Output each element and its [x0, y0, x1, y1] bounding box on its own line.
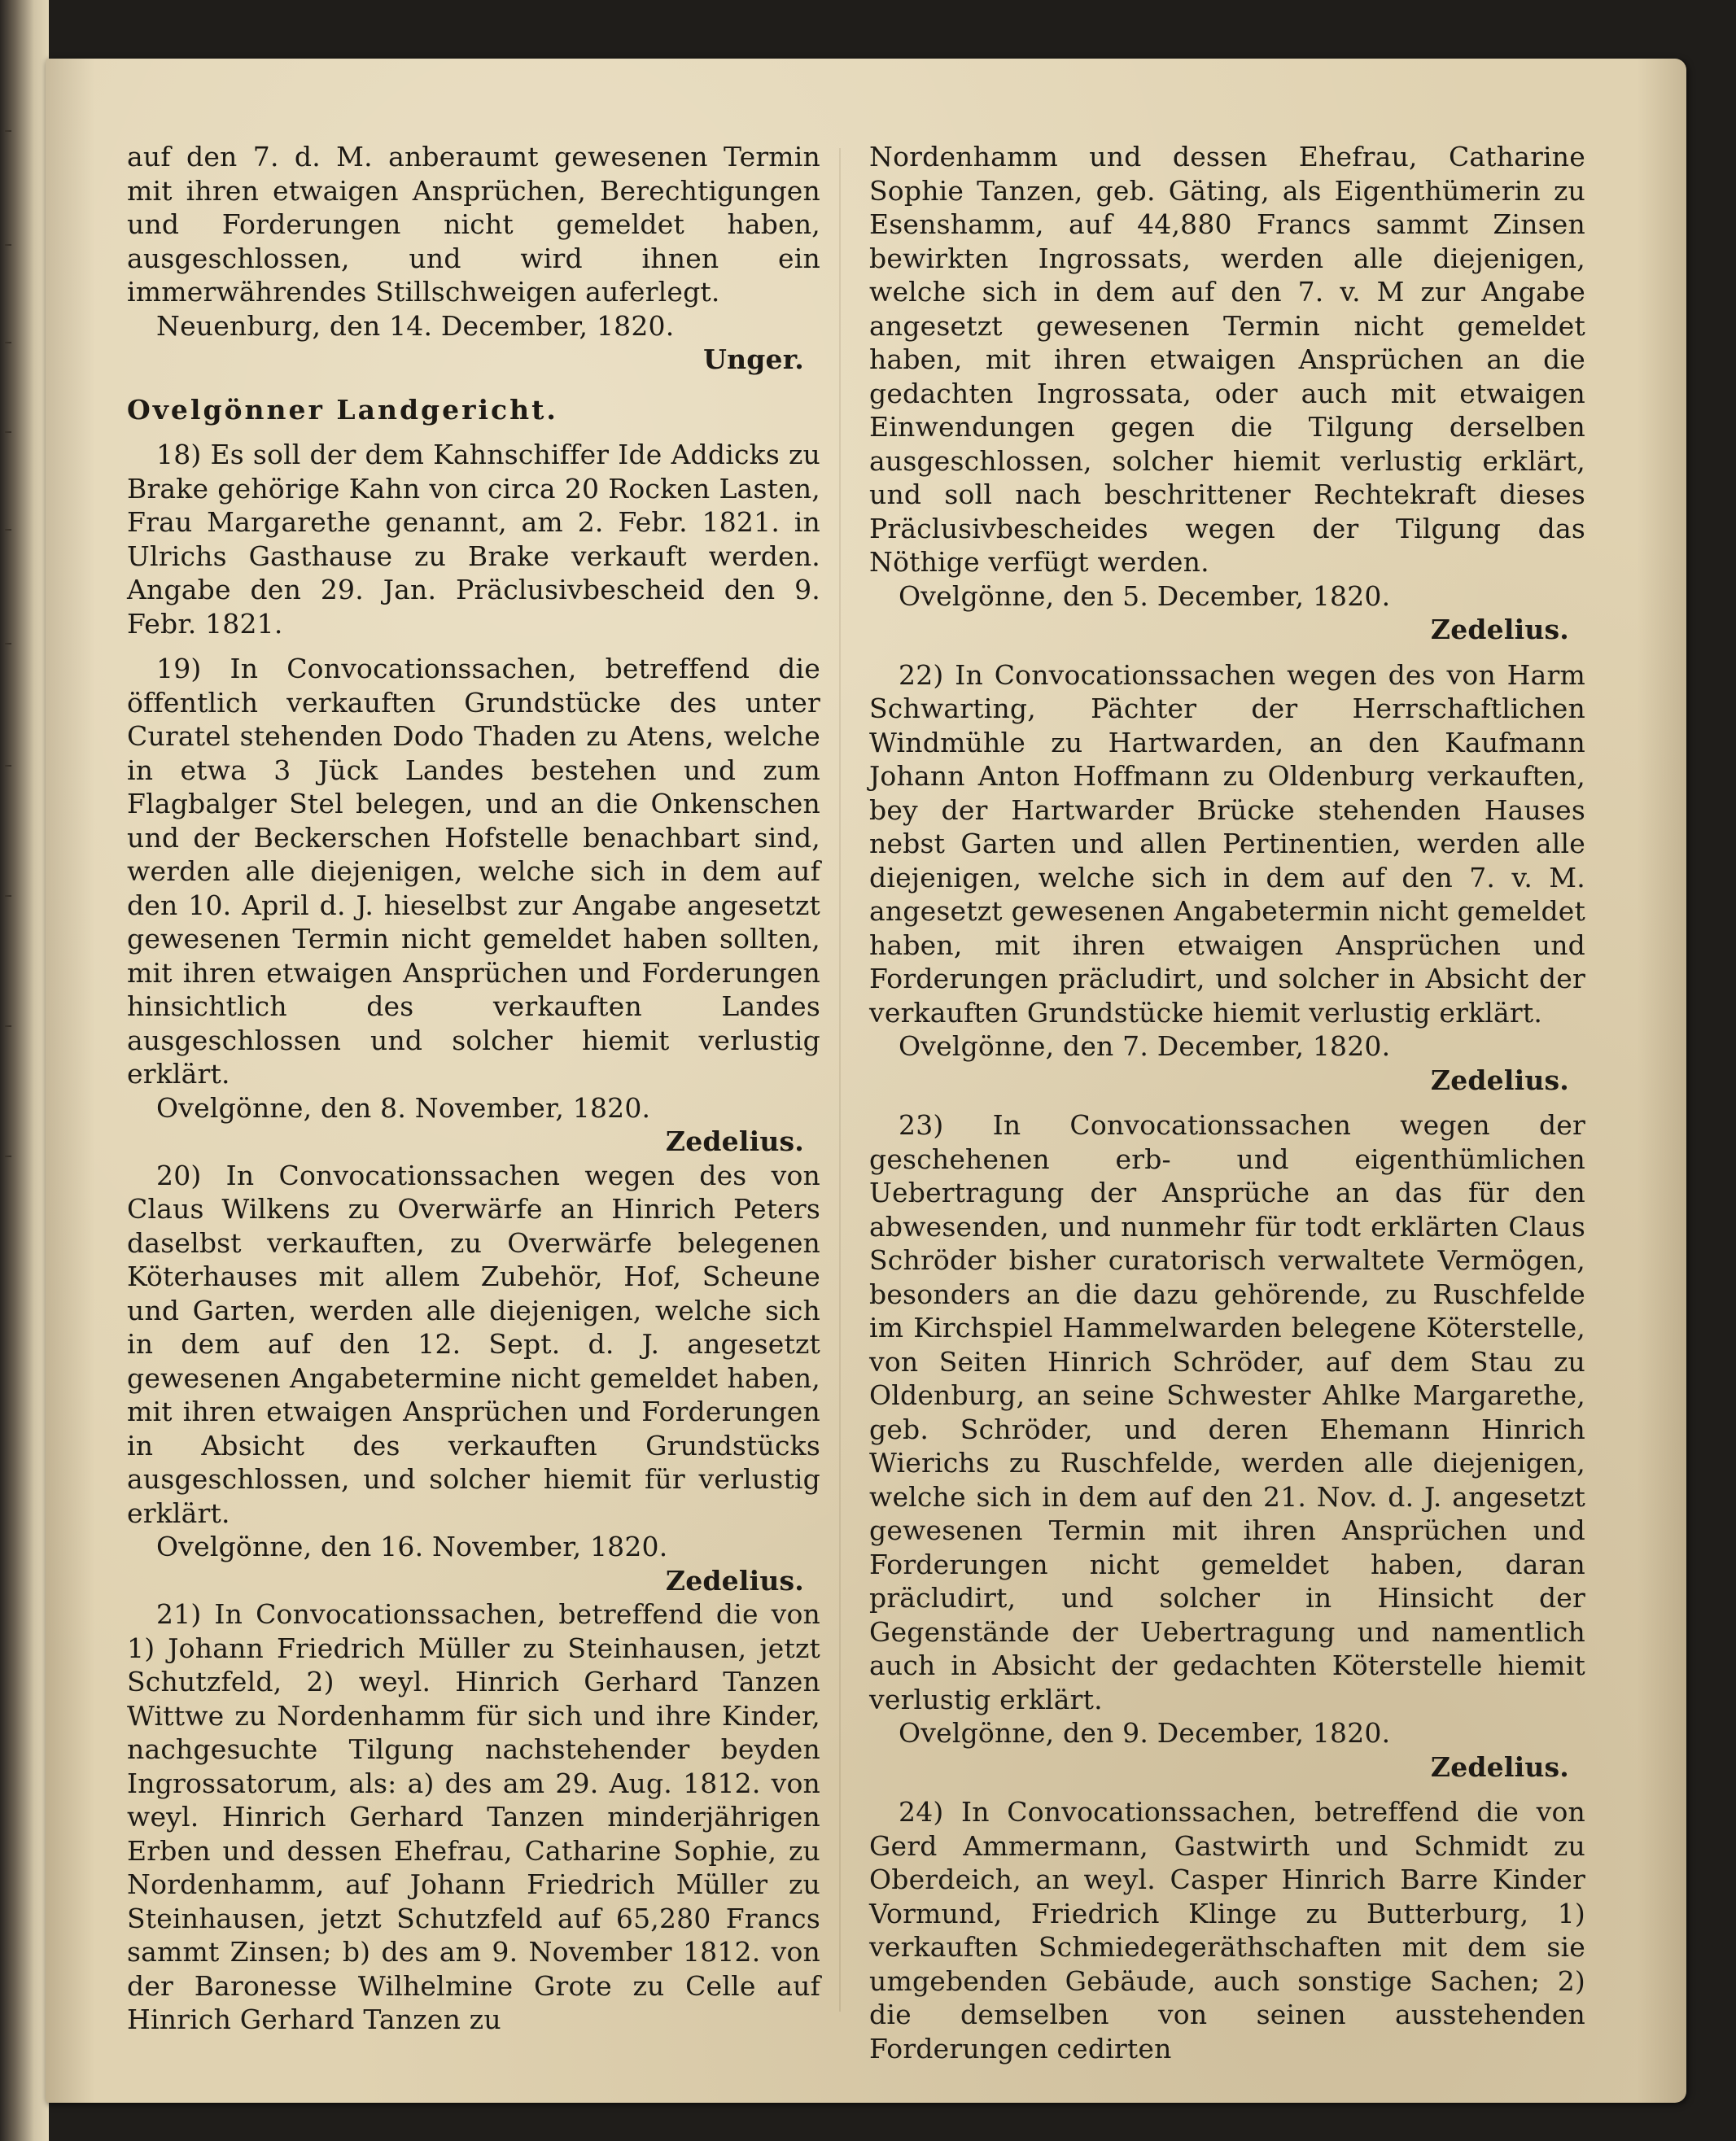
intro-signature: Unger.	[703, 343, 804, 375]
previous-page-edge	[0, 0, 49, 2141]
notice-18: 18) Es soll der dem Kahnschiffer Ide Addicks zu Brake gehörige Kahn von circa 20 Rocken Lasten, Frau Margarethe genannt, am 2. Febr. 1821. in Ulrichs Gasthause zu Brake verkauft werden. Angabe den 29. Jan. Präclusivbescheid den 9. Febr. 1821.	[127, 439, 820, 640]
notice-23-signature: Zedelius.	[1430, 1750, 1569, 1783]
section-heading: Ovelgönner Landgericht.	[127, 393, 558, 426]
notice-22-signature: Zedelius.	[1430, 1064, 1569, 1096]
book-page	[46, 59, 1686, 2103]
notice-21-continued: Nordenhamm und dessen Ehefrau, Catharine Sophie Tanzen, geb. Gäting, als Eigenthümerin zu Esenshamm, auf 44,880 Francs sammt Zinsen bewirkten Ingrossats, werden alle diejenigen, welche sich in dem auf den 7. v. M zur Angabe angesetzt gewesenen Termin nicht gemeldet haben, mit ihren etwaigen Ansprüchen an die gedachten Ingrossata, oder auch mit etwaigen Einwendungen gegen die Tilgung derselben ausgeschlossen, solcher hiemit verlustig erklärt, und soll nach beschrittener Rechtekraft dieses Präclusivbescheides wegen der Tilgung das Nöthige verfügt werden.	[869, 141, 1585, 578]
notice-22: 22) In Convocationssachen wegen des von Harm Schwarting, Pächter der Herrschaftlichen Windmühle zu Hartwarden, an den Kaufmann Johann Anton Hoffmann zu Oldenburg verkauften, bey der Hartwarder Brücke stehenden Hauses nebst Garten und allen Pertinentien, werden alle diejenigen, welche sich in dem auf den 7. v. M. angesetzt gewesenen Angabetermin nicht gemeldet haben, mit ihren etwaigen Ansprüchen und Forderungen präcludirt, und solcher in Absicht der verkauften Grundstücke hiemit verlustig erklärt.	[869, 658, 1585, 1029]
notice-20-signature: Zedelius.	[665, 1564, 804, 1597]
notice-19: 19) In Convocationssachen, betreffend die öffentlich verkauften Grundstücke des unter Curatel stehenden Dodo Thaden zu Atens, welche in etwa 3 Jück Landes bestehen und zum Flagbalger Stel belegen, und an die Onkenschen und der Beckerschen Hofstelle benachbart sind, werden alle diejenigen, welche sich in dem auf den 10. April d. J. hieselbst zur Angabe angesetzt gewesenen Termin nicht gemeldet haben sollten, mit ihren etwaigen Ansprüchen und Forderungen hinsichtlich des verkauften Landes ausgeschlossen und solcher hiemit verlustig erklärt.	[127, 653, 820, 1090]
notice-20-place-date: Ovelgönne, den 16. November, 1820.	[156, 1531, 668, 1562]
left-column	[127, 140, 820, 2037]
notice-24: 24) In Convocationssachen, betreffend die von Gerd Ammermann, Gastwirth und Schmidt zu Oberdeich, an weyl. Casper Hinrich Barre Kinder Vormund, Friedrich Klinge zu Butterburg, 1) verkauften Schmiedegeräthschaften mit dem sie umgebenden Gebäude, auch sonstige Sachen; 2) die demselben von seinen ausstehenden Forderungen cedirten	[869, 1796, 1585, 2065]
right-column	[869, 140, 1585, 2065]
notice-21-place-date: Ovelgönne, den 5. December, 1820.	[899, 579, 1391, 612]
notice-21: 21) In Convocationssachen, betreffend die von 1) Johann Friedrich Müller zu Steinhausen, jetzt Schutzfeld, 2) weyl. Hinrich Gerhard Tanzen Wittwe zu Nordenhamm für sich und ihre Kinder, nachgesuchte Tilgung nachstehender beyden Ingrossatorum, als: a) des am 29. Aug. 1812. von weyl. Hinrich Gerhard Tanzen minderjährigen Erben und dessen Ehefrau, Catharine Sophie, zu Nordenhamm, auf Johann Friedrich Müller zu Steinhausen, jetzt Schutzfeld auf 65,280 Francs sammt Zinsen; b) des am 9. November 1812. von der Baronesse Wilhelmine Grote zu Celle auf Hinrich Gerhard Tanzen zu	[127, 1598, 820, 2035]
notice-23: 23) In Convocationssachen wegen der geschehenen erb- und eigenthümlichen Uebertragung der Ansprüche an das für den abwesenden, und nunmehr für todt erklärten Claus Schröder bisher curatorisch verwaltete Vermögen, besonders an die dazu gehörende, zu Ruschfelde im Kirchspiel Hammelwarden belegene Köterstelle, von Seiten Hinrich Schröder, auf dem Stau zu Oldenburg, an seine Schwester Ahlke Margarethe, geb. Schröder, und deren Ehemann Hinrich Wierichs zu Ruschfelde, werden alle diejenigen, welche sich in dem auf den 21. Nov. d. J. angesetzt gewesenen Termin mit ihren Ansprüchen und Forderungen nicht gemeldet haben, daran präcludirt, und solcher in Hinsicht der Gegenstände der Uebertragung und namentlich auch in Absicht der gedachten Köterstelle hiemit verlustig erklärt.	[869, 1109, 1585, 1715]
notice-21-signature: Zedelius.	[1430, 614, 1569, 645]
notice-19-signature: Zedelius.	[665, 1125, 804, 1157]
column-divider	[839, 148, 841, 2012]
notice-23-place-date: Ovelgönne, den 9. December, 1820.	[899, 1717, 1391, 1749]
notice-20: 20) In Convocationssachen wegen des von Claus Wilkens zu Overwärfe an Hinrich Peters daselbst verkauften, zu Overwärfe belegenen Köterhauses mit allem Zubehör, Hof, Scheune und Garten, werden alle diejenigen, welche sich in dem auf den 12. Sept. d. J. angesetzt gewesenen Angabetermine nicht gemeldet haben, mit ihren etwaigen Ansprüchen und Forderungen in Absicht des verkauften Grundstücks ausgeschlossen, und solcher hiemit für verlustig erklärt.	[127, 1159, 820, 1529]
intro-place-date: Neuenburg, den 14. December, 1820.	[156, 309, 675, 342]
notice-22-place-date: Ovelgönne, den 7. December, 1820.	[899, 1030, 1391, 1062]
intro-paragraph: auf den 7. d. M. anberaumt gewesenen Termin mit ihren etwaigen Ansprüchen, Berechtigungen und Forderungen nicht gemeldet haben, ausgeschlossen, und wird ihnen ein immerwährendes Stillschweigen auferlegt.	[127, 141, 820, 308]
notice-19-place-date: Ovelgönne, den 8. November, 1820.	[156, 1091, 651, 1124]
